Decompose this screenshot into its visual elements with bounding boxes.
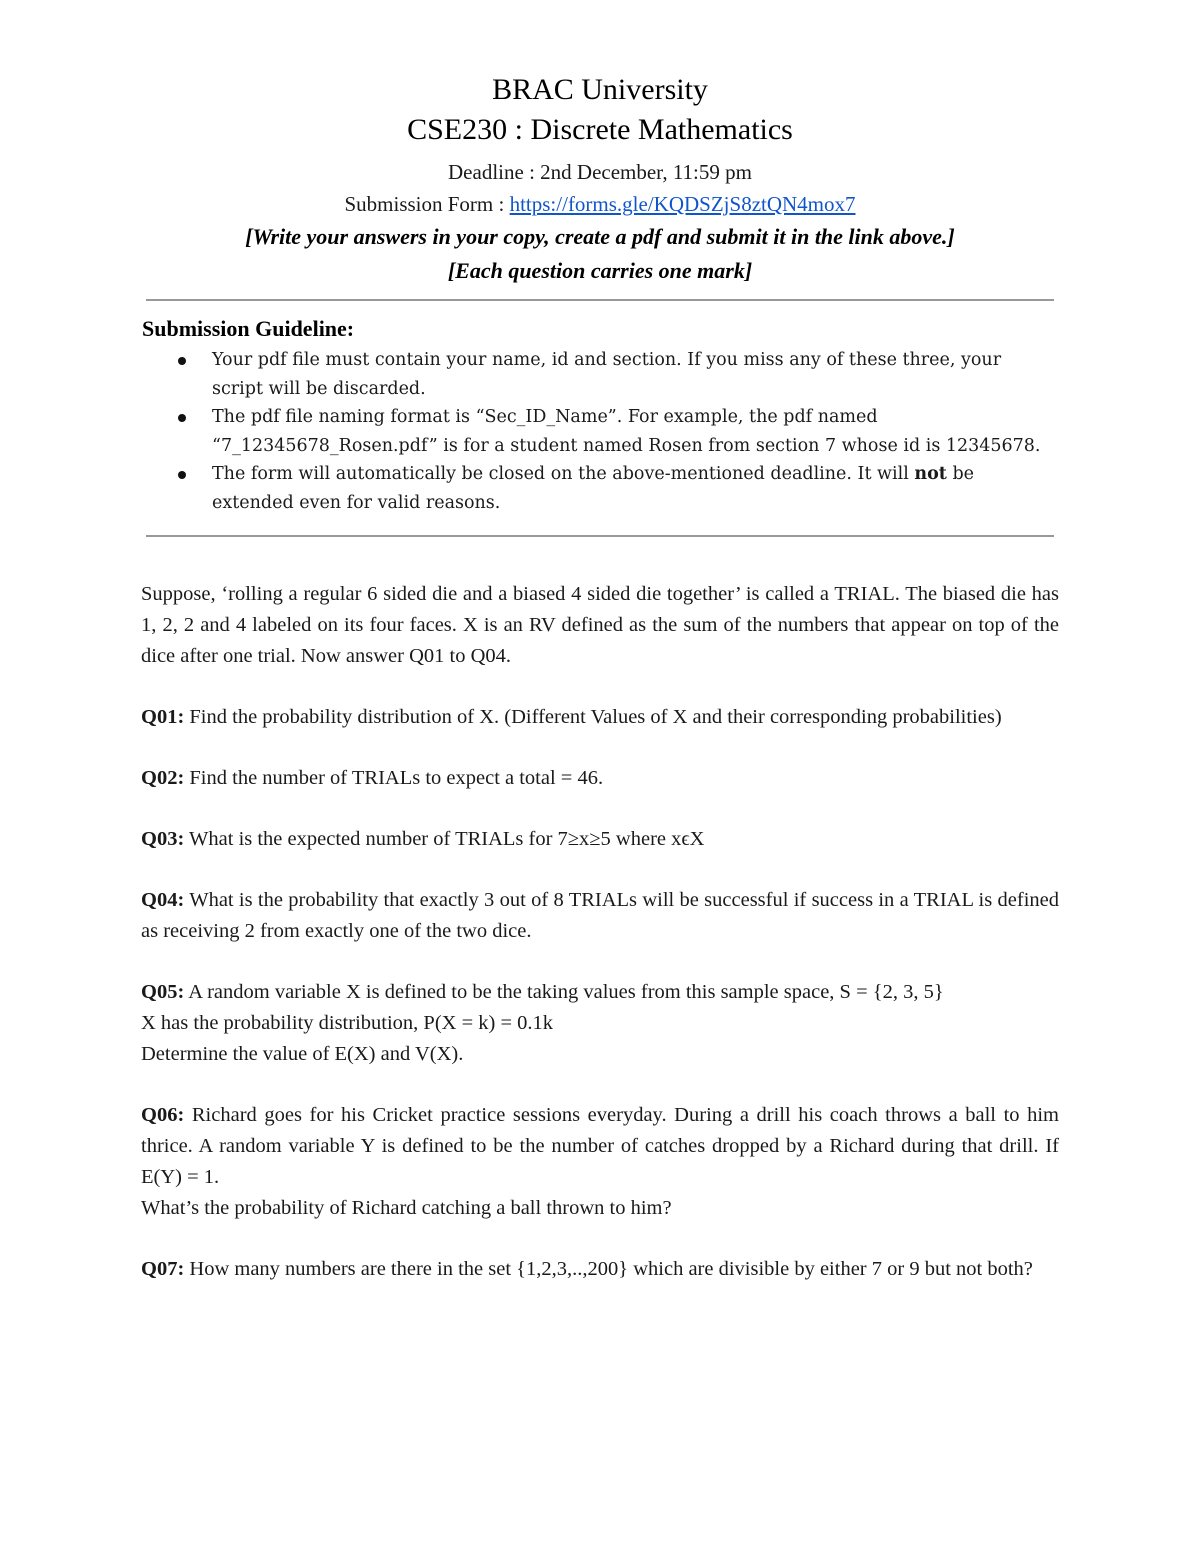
question-q05-line2: X has the probability distribution, P(X = k) = 0.1k (141, 1012, 554, 1034)
question-text: Find the probability distribution of X. (Different Values of X and their corresponding probabilities) (189, 706, 1002, 728)
question-label: Q02: (141, 767, 185, 789)
question-q04 (141, 885, 1059, 947)
question-label: Q06: (141, 1104, 185, 1126)
question-q06-line2: What’s the probability of Richard catching a ball thrown to him? (141, 1197, 672, 1219)
question-q07 (141, 1254, 1059, 1285)
guideline-item-text: The form will automatically be closed on the above-mentioned deadline. It will (212, 464, 915, 485)
bullet-icon (178, 357, 186, 365)
guideline-item-bold: not (914, 464, 947, 485)
intro-paragraph: Suppose, ‘rolling a regular 6 sided die and a biased 4 sided die together’ is called a TRIAL. The biased die has 1, 2, 2 and 4 labeled on its four faces. X is an RV defined as the sum of the numbers that appear on top of the dice after one trial. Now answer Q01 to Q04. (141, 583, 1059, 667)
bullet-icon (178, 414, 186, 422)
guideline-item (172, 403, 1052, 460)
note-marks: [Each question carries one mark] (447, 258, 753, 283)
university-title: BRAC University (492, 73, 708, 106)
question-q06 (141, 1100, 1059, 1193)
question-text: A random variable X is defined to be the taking values from this sample space, S = {2, 3, 5} (188, 981, 944, 1003)
question-q02 (141, 763, 1059, 794)
question-label: Q07: (141, 1258, 185, 1280)
guideline-item (172, 460, 1052, 517)
deadline-text: Deadline : 2nd December, 11:59 pm (448, 160, 752, 184)
guideline-item-text: The pdf file naming format is “Sec_ID_Name”. For example, the pdf named “7_12345678_Rosen.pdf” is for a student named Rosen from section 7 whose id is 12345678. (212, 407, 1041, 456)
top-divider (146, 299, 1054, 301)
question-label: Q01: (141, 706, 185, 728)
question-label: Q05: (141, 981, 185, 1003)
question-text: How many numbers are there in the set {1,2,3,..,200} which are divisible by either 7 or 9 but not both? (189, 1258, 1033, 1280)
question-q03 (141, 824, 1059, 855)
question-q05-line3: Determine the value of E(X) and V(X). (141, 1043, 464, 1065)
question-body (141, 579, 1059, 1285)
submission-form-link[interactable]: https://forms.gle/KQDSZjS8ztQN4mox7 (509, 192, 856, 216)
bullet-icon (178, 471, 186, 479)
document-header (0, 72, 1200, 286)
guideline-item-text: Your pdf file must contain your name, id and section. If you miss any of these three, your script will be discarded. (212, 350, 1002, 399)
question-q01 (141, 702, 1059, 733)
question-text: What is the probability that exactly 3 out of 8 TRIALs will be successful if success in a TRIAL is defined as receiving 2 from exactly one of the two dice. (141, 889, 1059, 942)
question-text: Find the number of TRIALs to expect a total = 46. (189, 767, 604, 789)
submission-form-line (0, 190, 1200, 218)
guideline-item (172, 346, 1052, 403)
course-title: CSE230 : Discrete Mathematics (407, 113, 793, 146)
question-label: Q04: (141, 889, 185, 911)
question-text: What is the expected number of TRIALs for 7≥x≥5 where xϵX (189, 828, 705, 850)
submission-form-label: Submission Form : (344, 192, 510, 216)
guideline-list (172, 346, 1052, 518)
guideline-title: Submission Guideline: (142, 316, 355, 341)
question-text: Richard goes for his Cricket practice sessions everyday. During a drill his coach throws a ball to him thrice. A random variable Y is defined to be the number of catches dropped by a Richard during that drill. If E(Y) = 1. (141, 1104, 1059, 1188)
bottom-divider (146, 535, 1054, 537)
guideline-item-text: be extended even for valid reasons. (212, 464, 974, 513)
question-label: Q03: (141, 828, 185, 850)
question-q05 (141, 977, 1059, 1008)
note-write-answers: [Write your answers in your copy, create a pdf and submit it in the link above.] (245, 224, 955, 249)
